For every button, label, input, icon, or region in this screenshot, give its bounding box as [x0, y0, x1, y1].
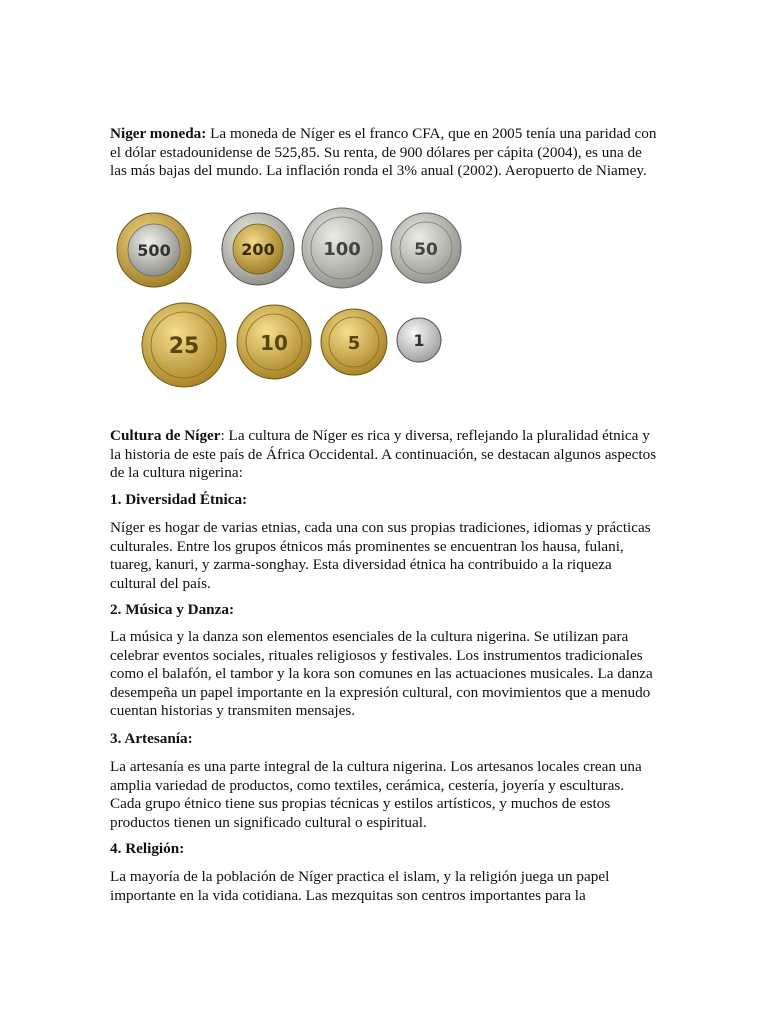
5-coin-label: 5 — [347, 333, 361, 354]
section-heading-diversidad: 1. Diversidad Étnica: — [110, 491, 248, 508]
culture-intro-paragraph — [110, 427, 658, 483]
culture-text: : La cultura de Níger es rica y diversa, reflejando la pluralidad étnica y la historia de este país de África Occidental. A continuación, se destacan algunos aspectos de la cultura nigerina: — [110, 427, 657, 481]
50-franc-coin — [391, 213, 461, 283]
intro-paragraph — [110, 125, 658, 181]
500-franc-coin — [117, 213, 191, 287]
section-heading-artesania: 3. Artesanía: — [110, 730, 193, 747]
section-body-diversidad: Níger es hogar de varias etnias, cada una con sus propias tradiciones, idiomas y prácticas culturales. Entre los grupos étnicos más prominentes se encuentran los hausa, fulani, tuareg, kanuri, y zarma-songhay. Esta diversidad étnica ha contribuido a la riqueza cultural del país. — [110, 519, 651, 592]
25-franc-coin — [142, 303, 226, 387]
franco-cfa-link[interactable]: franco CFA — [369, 125, 441, 142]
intro-text-after: , que en 2005 tenía una paridad con el dólar estadounidense de 525,85. Su renta, de 900 dólares per cápita (2004), es una de las más bajas del mundo. La inflación ronda el 3% anual (2002). Aeropuerto de Niamey. — [110, 125, 657, 179]
coins-image — [112, 205, 472, 395]
100-franc-coin — [302, 208, 382, 288]
100-coin-label: 100 — [323, 239, 361, 260]
200-coin-label: 200 — [241, 240, 275, 259]
culture-label: Cultura de Níger — [110, 427, 221, 444]
section-body-artesania: La artesanía es una parte integral de la cultura nigerina. Los artesanos locales crean una amplia variedad de productos, como textiles, cerámica, cestería, joyería y esculturas. Cada grupo étnico tiene sus propias técnicas y estilos artísticos, y muchos de estos productos tienen un significado cultural o espiritual. — [110, 758, 642, 831]
10-franc-coin — [237, 305, 311, 379]
1-coin-label: 1 — [413, 331, 425, 350]
section-body-musica: La música y la danza son elementos esenciales de la cultura nigerina. Se utilizan para celebrar eventos sociales, rituales religiosos y festivales. Los instrumentos tradicionales como el balafón, el tambor y la kora son comunes en las actuaciones musicales. La danza desempeña un papel importante en la expresión cultural, con movimientos que a menudo cuentan historias y transmiten mensajes. — [110, 628, 653, 719]
section-heading-religion: 4. Religión: — [110, 840, 185, 857]
section-heading-musica: 2. Música y Danza: — [110, 601, 235, 618]
200-franc-coin — [222, 213, 294, 285]
intro-label: Niger moneda: — [110, 125, 207, 142]
5-franc-coin — [321, 309, 387, 375]
25-coin-label: 25 — [168, 334, 200, 359]
1-franc-coin — [397, 318, 441, 362]
section-body-religion: La mayoría de la población de Níger practica el islam, y la religión juega un papel importante en la vida cotidiana. Las mezquitas son centros importantes para la — [110, 868, 610, 904]
intro-text-before: La moneda de Níger es el — [206, 125, 370, 142]
500-coin-label: 500 — [137, 241, 171, 260]
10-coin-label: 10 — [260, 331, 288, 355]
50-coin-label: 50 — [414, 240, 438, 260]
